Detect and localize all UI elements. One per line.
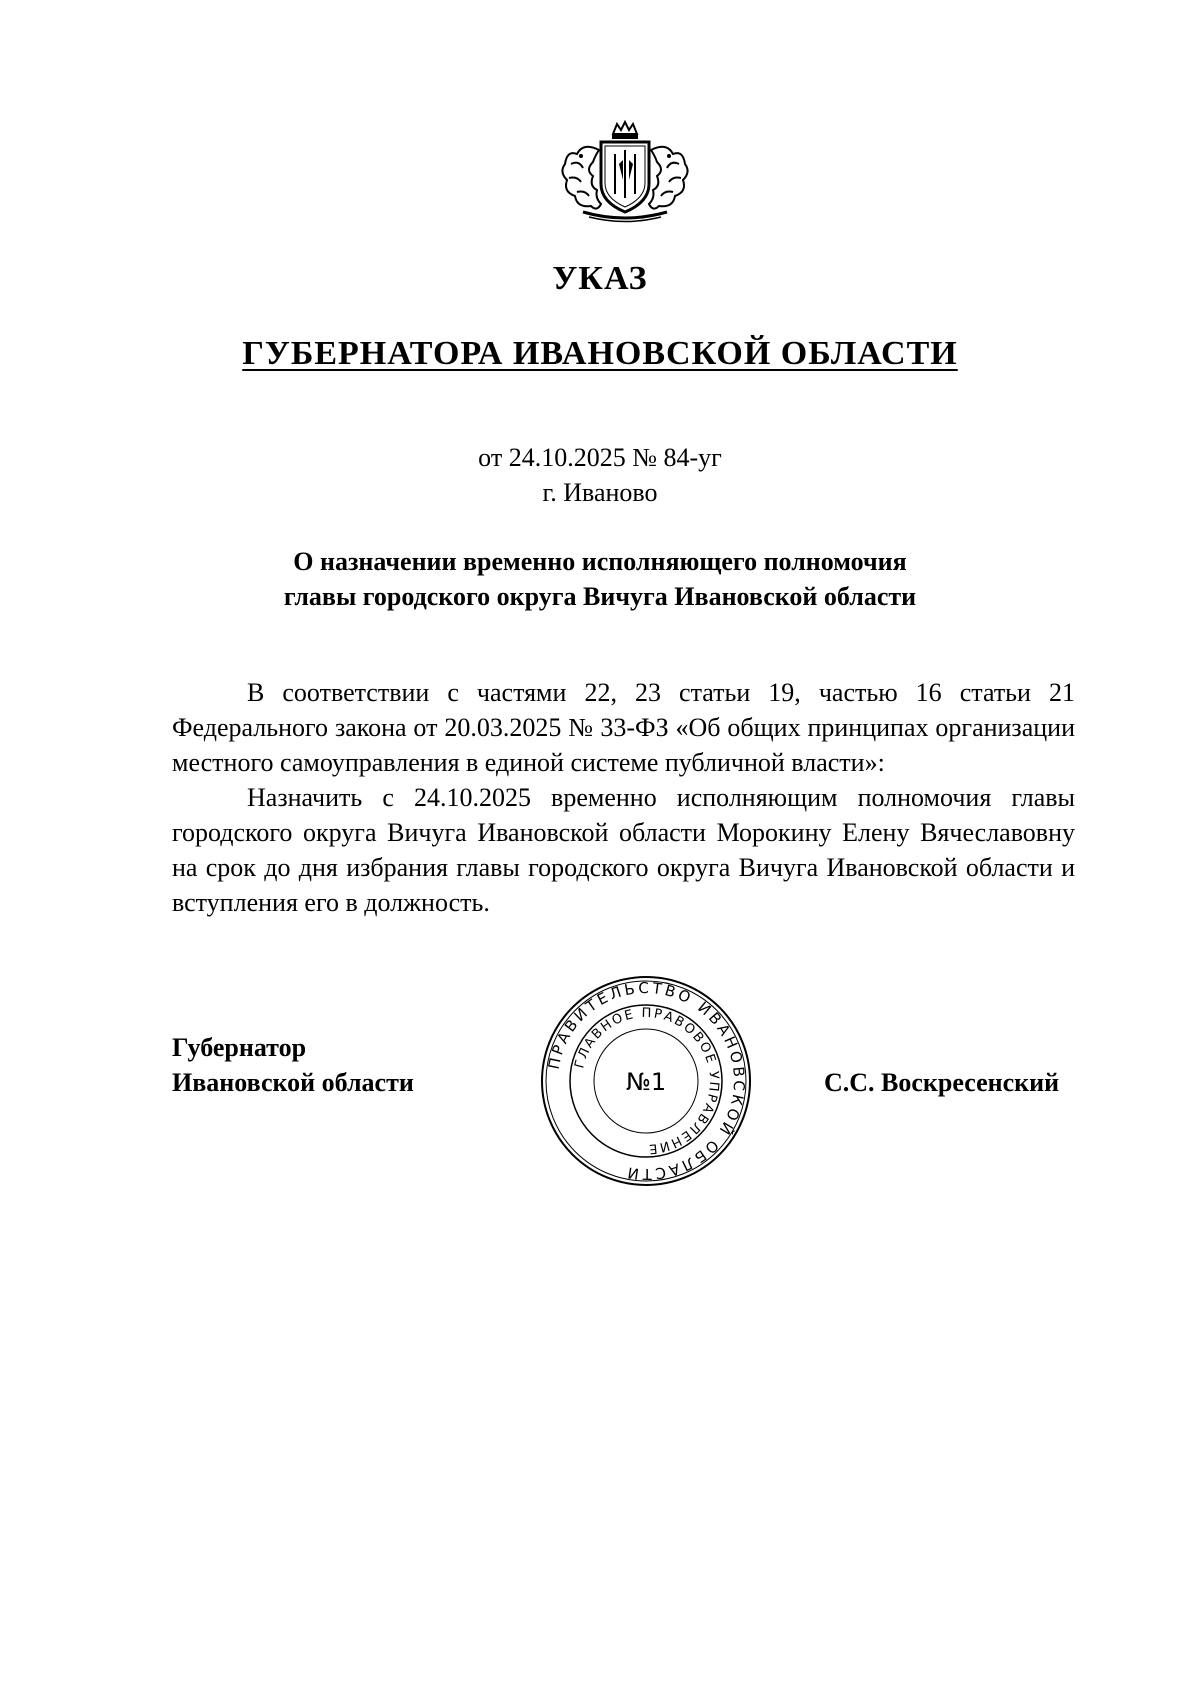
city-line: г. Иваново: [542, 478, 658, 507]
signer-position-line-1: Губернатор: [172, 1033, 307, 1062]
body-paragraph: Назначить с 24.10.2025 временно исполняющим полномочия главы городского округа Вичуга Ивановской области Морокину Елену Вячеславовну на срок до дня избрания главы городского округа Вичуга Ивановской области и вступления его в должность.: [172, 783, 1075, 917]
issuer-title-text: ГУБЕРНАТОРА ИВАНОВСКОЙ ОБЛАСТИ: [242, 335, 958, 372]
decree-body: [172, 675, 1075, 920]
stamp-outer-text: ПРАВИТЕЛЬСТВО ИВАНОВСКОЙ ОБЛАСТИ: [544, 978, 749, 1184]
document-type-title: УКАЗ: [552, 260, 648, 297]
subject-line-1: О назначении временно исполняющего полномочия: [293, 547, 907, 576]
issuer-title: [0, 335, 1200, 373]
signer-position: [172, 1030, 414, 1100]
official-stamp: [538, 973, 754, 1189]
stamp-inner-text: ГЛАВНОЕ ПРАВОВОЕ УПРАВЛЕНИЕ: [572, 1005, 722, 1157]
body-paragraph: В соответствии с частями 22, 23 статьи 19, частью 16 статьи 21 Федерального закона от 20.03.2025 № 33-ФЗ «Об общих принципах организации местного самоуправления в единой системе публичной власти»:: [172, 678, 1075, 777]
coat-of-arms-icon: [555, 120, 695, 225]
signer-position-line-2: Ивановской области: [172, 1068, 414, 1097]
stamp-center-number: №1: [625, 1068, 667, 1096]
subject-line-2: главы городского округа Вичуга Ивановской области: [283, 582, 917, 611]
date-number-line: от 24.10.2025 № 84-уг: [478, 443, 722, 472]
signer-name: С.С. Воскресенский: [824, 1068, 1060, 1097]
